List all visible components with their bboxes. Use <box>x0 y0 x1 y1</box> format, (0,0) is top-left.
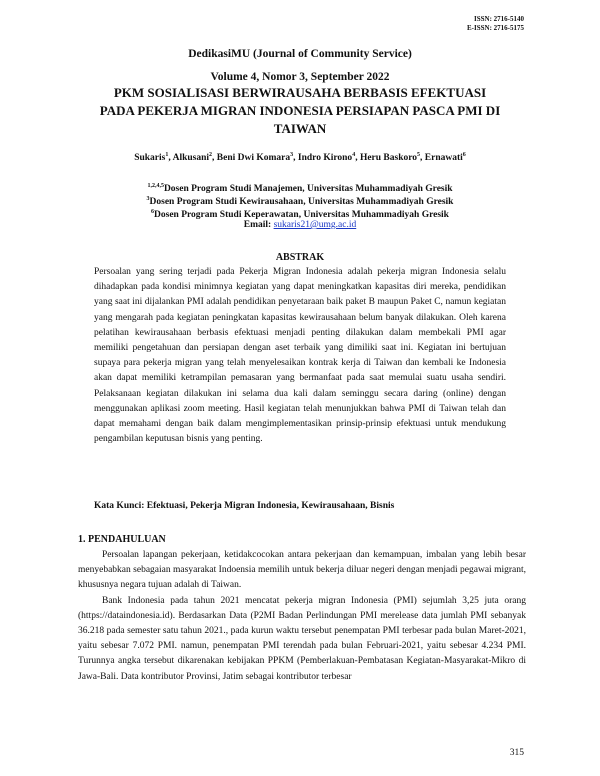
affiliation-2-sup: 3 <box>146 196 150 202</box>
author-sup: 1 <box>165 152 169 158</box>
author-sup: 3 <box>290 152 294 158</box>
paragraph-2: Bank Indonesia pada tahun 2021 mencatat pekerja migran Indonesia (PMI) sejumlah 3,25 juta orang (https://dataindonesia.id). Berdasarkan Data (P2MI Badan Perlindungan PMI merelease data jumlah PMI sebanyak 36.218 pada semester satu tahun 2021., pada kurun waktu tersebut penempatan PMI terbesar pada bulan Maret-2021, yaitu sebesar 7.072 PMI. namun, penempatan PMI terendah pada bulan Februari-2021, yaitu sebesar 4.234 PMI. Turunnya angka tersebut dikarenakan kebijakan PPKM (Pemberlakuan-Pembatasan Kegiatan-Masyarakat-Mikro di Jawa-Bali. Data kontributor Provinsi, Jatim sebagai kontributor terbesar <box>78 595 526 682</box>
author-name: Beni Dwi Komara <box>216 153 291 164</box>
email-label: Email: <box>243 220 272 230</box>
paragraph-1: Persoalan lapangan pekerjaan, ketidakcocokan antara pekerjaan dan kemampuan, imbalan yang lebih besar menyebabkan sebagaian masyarakat Indoensia memilih untuk bekerja diluar negeri dengan menjadi pegawai migrant, khususnya negara tujuan adalah di Taiwan. <box>78 550 526 591</box>
affiliation-1-sup: 1,2,4,5 <box>147 183 164 189</box>
author-name: Heru Baskoro <box>359 153 418 164</box>
keywords-text: Efektuasi, Pekerja Migran Indonesia, Kewirausahaan, Bisnis <box>146 501 395 511</box>
affiliation-2-text: Dosen Program Studi Kewirausahaan, Universitas Muhammadiyah Gresik <box>149 197 454 208</box>
abstract-text: Persoalan yang sering terjadi pada Pekerja Migran Indonesia adalah pekerja migran Indonesia selalu dihadapkan pada kondisi minimnya kegiatan yang dapat meningkatkan kapasitas diri mereka, pendidikan yang saat ini dijalankan PMI adalah pendidikan penyetaraan baik paket B maupun Paket C, namun kegiatan yang mengarah pada kegiatan peningkatan kapasitas kewirausahaan belum banyak dilakukan. Oleh karena pelatihan kewirausahaan berbasis efektuasi menjadi penting dilakukan dalam membekali PMI agar memiliki pengetahuan dan persiapan dengan aset terbaik yang dimiliki saat ini. Kegiatan ini bertujuan supaya para pekerja migran yang telah menyelesaikan kontrak kerja di Taiwan dan kembali ke Indonesia akan dapat memiliki ketrampilan pemasaran yang bermanfaat pada saat memulai suatu usaha sendiri. Pelaksanaan kegiatan dilakukan ini selama dua kali dalam seminggu secara daring (online) dengan menggunakan aplikasi zoom meeting. Hasil kegiatan telah menunjukkan bahwa PMI di Taiwan telah dan dapat memahami dengan baik dalam mengimplementasikan prinsip-prinsip efektuasi untuk mendukung pengambilan keputusan bisnis yang penting. <box>94 267 506 445</box>
affiliation-1-text: Dosen Program Studi Manajemen, Universitas Muhammadiyah Gresik <box>163 184 453 195</box>
section-heading: 1. PENDAHULUAN <box>78 534 166 545</box>
issn: ISSN: 2716-5140 <box>474 15 524 23</box>
affiliation-3-text: Dosen Program Studi Keperawatan, Universitas Muhammadiyah Gresik <box>154 210 449 221</box>
author-sup: 2 <box>209 152 213 158</box>
author-name: Sukaris <box>134 153 166 164</box>
keywords-line <box>94 501 506 511</box>
page-number: 315 <box>509 748 524 758</box>
author-sup: 6 <box>462 152 466 158</box>
keywords-label: Kata Kunci: <box>94 501 145 511</box>
paper-title: PKM SOSIALISASI BERWIRAUSAHA BERBASIS EFEKTUASI PADA PEKERJA MIGRAN INDONESIA PERSIAPAN PASCA PMI DI TAIWAN <box>99 85 501 136</box>
eissn: E-ISSN: 2716-5175 <box>467 24 524 32</box>
section-body <box>78 548 526 685</box>
email-line <box>0 220 600 230</box>
author-name: Ernawati <box>424 153 463 164</box>
author-sup: 5 <box>417 152 421 158</box>
author-name: Alkusani <box>172 153 210 164</box>
affiliation-3-sup: 6 <box>151 209 155 215</box>
author-sup: 4 <box>352 152 356 158</box>
journal-name: DedikasiMU (Journal of Community Service) <box>188 48 412 60</box>
author-list: Sukaris$^1$, Alkusani$^2$, Beni Dwi Komara$^3$, Indro Kirono$^4$, Heru Baskoro$^5$, Ernawati$^6$ <box>134 152 466 164</box>
email-link[interactable]: sukaris21@umg.ac.id <box>273 220 357 230</box>
author-name: Indro Kirono <box>297 153 353 164</box>
abstract-heading: ABSTRAK <box>275 252 325 263</box>
journal-volume: Volume 4, Nomor 3, September 2022 <box>210 71 390 83</box>
